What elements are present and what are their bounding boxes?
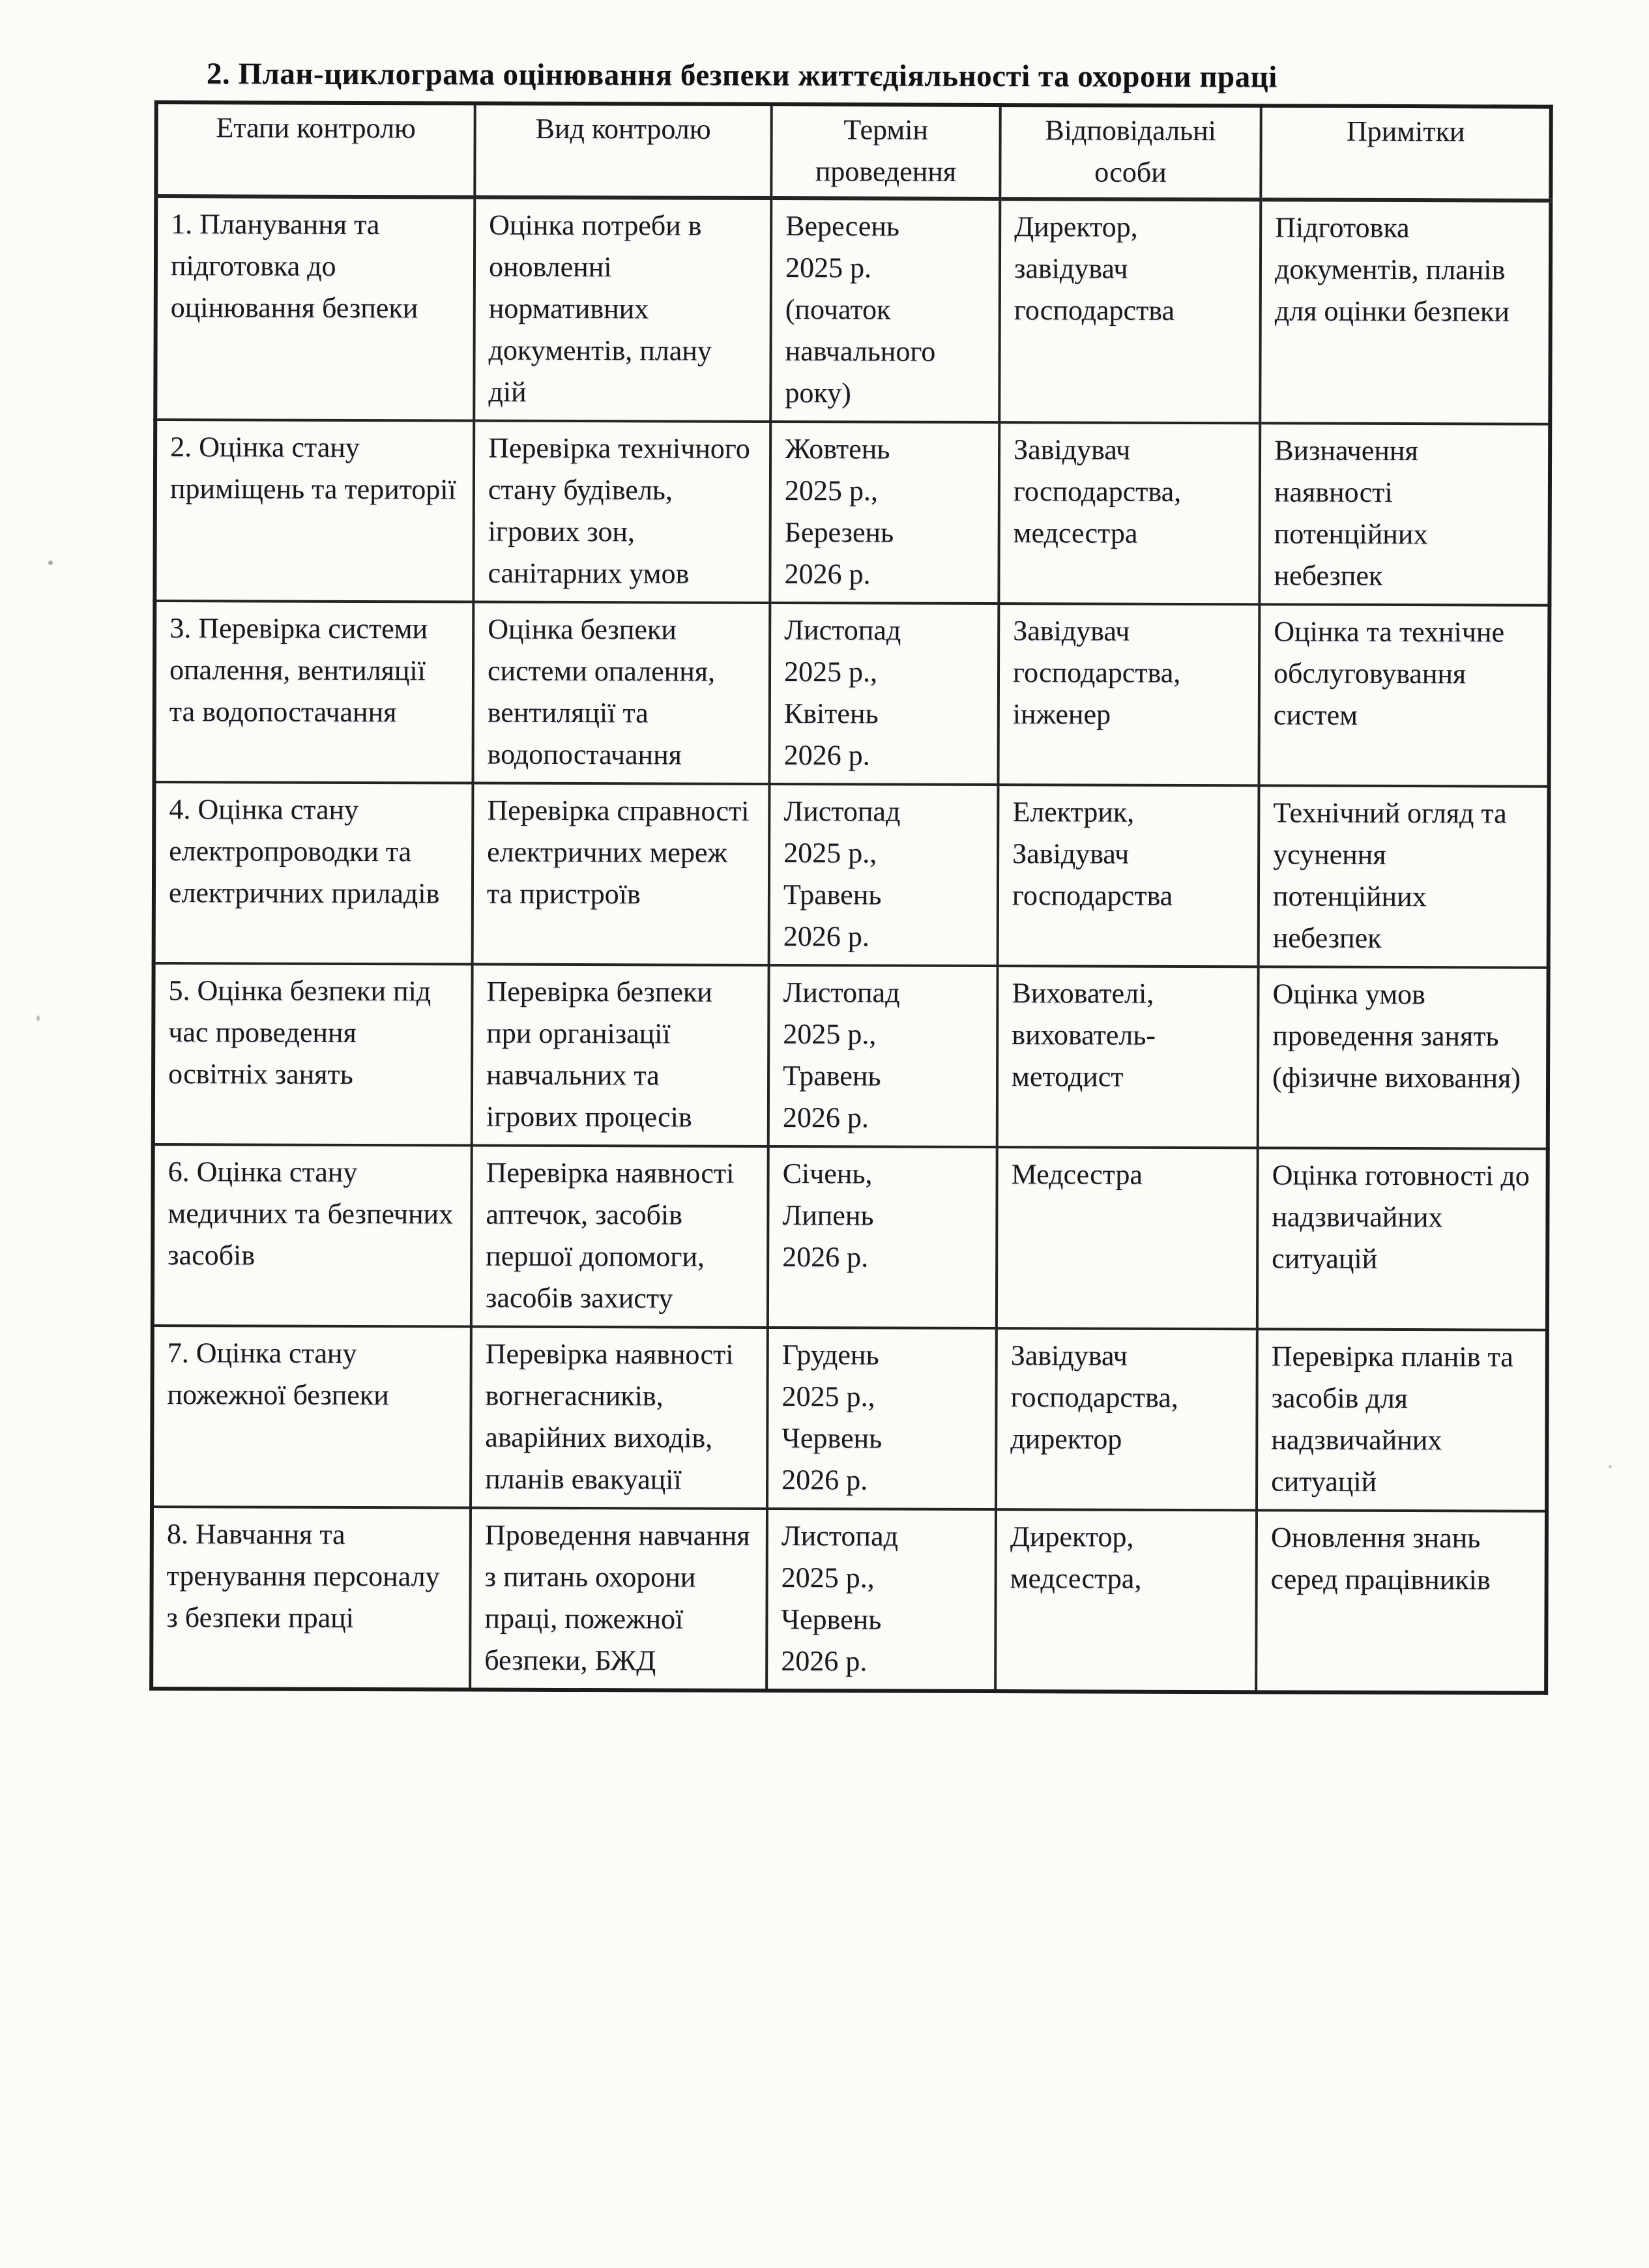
cell-responsible: Завідувач господарства, медсестра [999, 422, 1260, 604]
cell-notes: Оновлення знань серед працівників [1256, 1510, 1547, 1693]
cell-stage: 8. Навчання та тренування персоналу з безпеки праці [151, 1507, 471, 1690]
cell-stage: 3. Перевірка системи опалення, вентиляції та водопостачання [154, 601, 474, 783]
header-row [156, 102, 1551, 201]
cell-responsible: Директор, медсестра, [995, 1509, 1257, 1692]
cell-term: Листопад 2025 р., Травень 2026 р. [768, 965, 998, 1147]
cell-term: Вересень 2025 р. (початок навчального року) [770, 198, 1000, 422]
table-row [154, 782, 1549, 968]
cell-notes: Перевірка планів та засобів для надзвичайних ситуацій [1257, 1329, 1547, 1511]
cell-control-type: Перевірка безпеки при організації навчальних та ігрових процесів [472, 965, 769, 1146]
header-control-type: Вид контролю [474, 104, 771, 198]
table-row [152, 1326, 1547, 1511]
cell-notes: Оцінка готовності до надзвичайних ситуацій [1257, 1148, 1548, 1330]
plan-table-body [151, 196, 1551, 1693]
cell-control-type: Оцінка безпеки системи опалення, вентиляції та водопостачання [473, 602, 770, 784]
cell-notes: Технічний огляд та усунення потенційних небезпек [1259, 785, 1549, 967]
cell-term: Листопад 2025 р., Травень 2026 р. [769, 784, 999, 966]
document-sheet [149, 56, 1549, 1695]
header-stage: Етапи контролю [156, 102, 474, 197]
cell-notes: Підготовка документів, планів для оцінки безпеки [1260, 199, 1551, 424]
cell-control-type: Перевірка справності електричних мереж та пристроїв [473, 783, 770, 965]
table-header [156, 102, 1551, 201]
table-row [151, 1507, 1547, 1693]
cell-stage: 2. Оцінка стану приміщень та території [154, 420, 474, 602]
cell-stage: 1. Планування та підготовка до оцінювання безпеки [155, 196, 474, 421]
cell-term: Листопад 2025 р., Червень 2026 р. [766, 1509, 996, 1691]
cell-control-type: Проведення навчання з питань охорони праці, пожежної безпеки, БЖД [470, 1508, 767, 1691]
cell-notes: Оцінка умов проведення занять (фізичне виховання) [1258, 967, 1549, 1148]
cell-notes: Оцінка та технічне обслуговування систем [1259, 604, 1549, 786]
cell-stage: 7. Оцінка стану пожежної безпеки [152, 1326, 471, 1508]
cell-responsible: Медсестра [997, 1147, 1258, 1329]
table-row [154, 601, 1550, 787]
table-row [154, 420, 1550, 605]
cell-term: Грудень 2025 р., Червень 2026 р. [767, 1328, 997, 1509]
cell-control-type: Перевірка наявності вогнегасників, аварійних виходів, планів евакуації [471, 1327, 768, 1509]
plan-cyclogram-table [149, 100, 1553, 1695]
cell-responsible: Вихователі, вихователь-методист [997, 966, 1259, 1148]
cell-control-type: Оцінка потреби в оновленні нормативних документів, плану дій [474, 197, 771, 422]
cell-stage: 6. Оцінка стану медичних та безпечних засобів [153, 1144, 472, 1327]
scan-speck [36, 1015, 40, 1021]
header-responsible: Відповідальні особи [1000, 105, 1261, 199]
cell-stage: 4. Оцінка стану електропроводки та електричних приладів [154, 782, 473, 965]
table-row [153, 963, 1549, 1149]
cell-stage: 5. Оцінка безпеки під час проведення освітніх занять [153, 963, 473, 1146]
page-title: 2. План-циклограма оцінювання безпеки життєдіяльності та охорони праці [206, 57, 1277, 94]
table-row [155, 196, 1551, 424]
cell-control-type: Перевірка наявності аптечок, засобів першої допомоги, засобів захисту [471, 1146, 768, 1328]
cell-term: Жовтень 2025 р., Березень 2026 р. [770, 422, 999, 603]
header-notes: Примітки [1261, 106, 1551, 200]
table-row [153, 1144, 1548, 1330]
scan-speck [48, 560, 53, 565]
cell-responsible: Директор, завідувач господарства [999, 199, 1261, 423]
cell-term: Листопад 2025 р., Квітень 2026 р. [769, 603, 999, 785]
cell-responsible: Завідувач господарства, директор [996, 1328, 1257, 1510]
cell-control-type: Перевірка технічного стану будівель, ігрових зон, санітарних умов [473, 421, 770, 603]
header-term: Термін проведення [771, 104, 1000, 199]
cell-responsible: Електрик, Завідувач господарства [998, 785, 1259, 967]
cell-responsible: Завідувач господарства, інженер [998, 603, 1259, 785]
cell-term: Січень, Липень 2026 р. [768, 1146, 997, 1328]
scan-speck [1609, 1465, 1612, 1468]
cell-notes: Визначення наявності потенційних небезпек [1259, 423, 1550, 605]
